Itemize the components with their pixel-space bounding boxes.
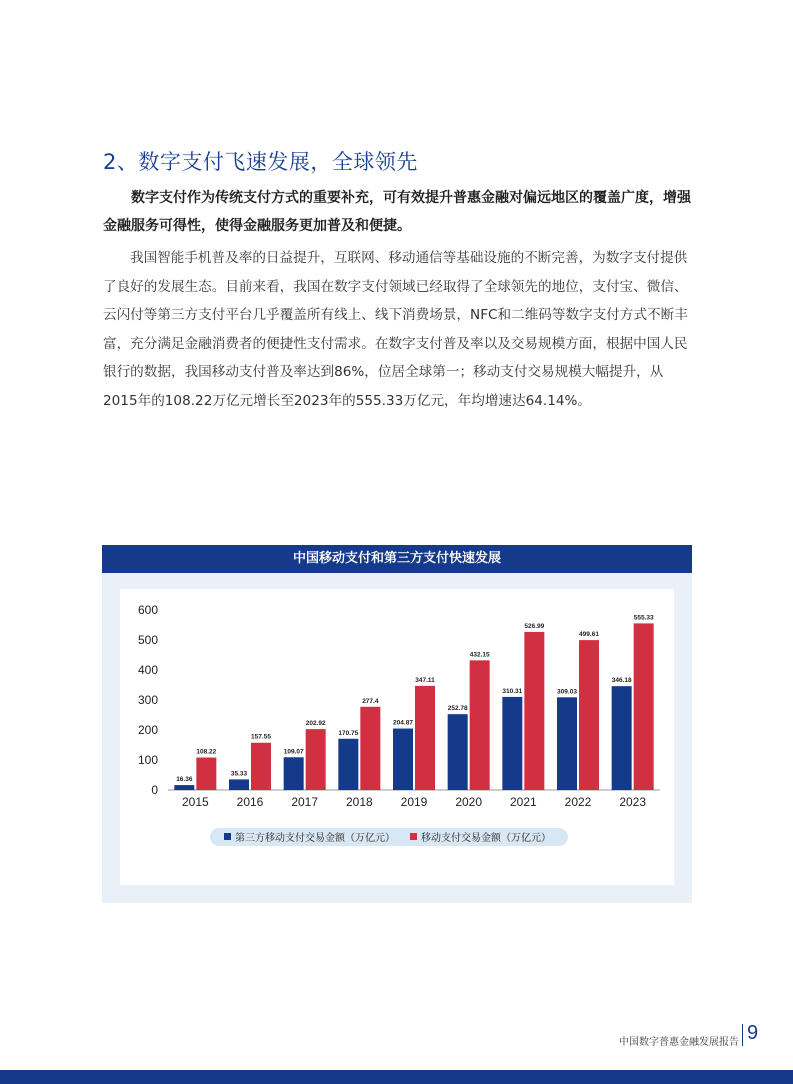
bar-series-1 bbox=[284, 757, 304, 790]
x-tick-label: 2021 bbox=[509, 795, 537, 809]
bar-series-1 bbox=[448, 714, 468, 790]
bottom-bar bbox=[0, 1070, 793, 1084]
body-paragraph: 我国智能手机普及率的日益提升，互联网、移动通信等基础设施的不断完善，为数字支付提供了良好的发展生态。目前来看，我国在数字支付领域已经取得了全球领先的地位，支付宝、微信、云闪付等第三方支付平台几乎覆盖所有线上、线下消费场景，NFC和二维码等数字支付方式不断丰富，充分满足金融消费者的便捷性支付需求。在数字支付普及率以及交易规模方面，根据中国人民银行的数据，我国移动支付普及率达到86%，位居全球第一；移动支付交易规模大幅提升，从2015年的108.22万亿元增长至2023年的555.33万亿元，年均增速达64.14%。 bbox=[103, 250, 688, 409]
footer-divider bbox=[742, 1024, 743, 1046]
data-label: 16.36 bbox=[176, 776, 193, 784]
data-label: 109.07 bbox=[283, 748, 304, 756]
data-label: 432.15 bbox=[469, 651, 490, 659]
bar-series-1 bbox=[174, 785, 194, 790]
bar-series-1 bbox=[229, 779, 249, 790]
data-label: 252.78 bbox=[447, 705, 468, 713]
chart-panel bbox=[102, 545, 692, 903]
bar-series-1 bbox=[338, 739, 358, 790]
bar-series-1 bbox=[612, 686, 632, 790]
legend-label: 第三方移动支付交易金额（万亿元） bbox=[235, 833, 395, 844]
legend-swatch bbox=[410, 833, 417, 840]
bar-series-2 bbox=[196, 758, 216, 790]
data-label: 277.4 bbox=[362, 697, 379, 705]
x-tick-label: 2017 bbox=[291, 795, 319, 809]
data-label: 157.55 bbox=[251, 733, 271, 741]
y-tick-label: 100 bbox=[137, 753, 158, 767]
x-tick-label: 2019 bbox=[400, 795, 428, 809]
x-tick-label: 2020 bbox=[455, 795, 483, 809]
y-tick-label: 600 bbox=[137, 603, 158, 617]
data-label: 202.92 bbox=[305, 720, 326, 728]
x-tick-label: 2016 bbox=[236, 795, 264, 809]
data-label: 347.11 bbox=[415, 676, 435, 684]
chart-area bbox=[120, 589, 674, 885]
bar-series-1 bbox=[557, 697, 577, 790]
bar-series-2 bbox=[306, 729, 326, 790]
bar-series-2 bbox=[634, 623, 654, 790]
bar-series-2 bbox=[579, 640, 599, 790]
x-tick-label: 2018 bbox=[345, 795, 373, 809]
data-label: 204.87 bbox=[393, 719, 413, 727]
x-tick-label: 2023 bbox=[619, 795, 647, 809]
legend-swatch bbox=[224, 833, 231, 840]
x-tick-label: 2022 bbox=[564, 795, 592, 809]
chart-header: 中国移动支付和第三方支付快速发展 bbox=[102, 545, 692, 573]
data-label: 499.61 bbox=[579, 631, 599, 639]
lead-paragraph: 数字支付作为传统支付方式的重要补充，可有效提升普惠金融对偏远地区的覆盖广度，增强金融服务可得性，使得金融服务更加普及和便捷。 bbox=[103, 190, 691, 234]
page-number: 9 bbox=[747, 1022, 759, 1044]
bar-series-2 bbox=[415, 686, 435, 790]
y-tick-label: 200 bbox=[137, 723, 158, 737]
y-tick-label: 400 bbox=[137, 663, 158, 677]
y-tick-label: 300 bbox=[137, 693, 158, 707]
data-label: 555.33 bbox=[633, 614, 654, 622]
data-label: 35.33 bbox=[230, 770, 248, 778]
data-label: 346.18 bbox=[611, 677, 632, 685]
bar-series-1 bbox=[502, 697, 522, 790]
bar-series-1 bbox=[393, 729, 413, 790]
data-label: 526.99 bbox=[524, 622, 545, 630]
data-label: 310.31 bbox=[502, 687, 523, 695]
x-tick-label: 2015 bbox=[181, 795, 209, 809]
data-label: 108.22 bbox=[196, 748, 217, 756]
report-title: 中国数字普惠金融发展报告 bbox=[619, 1037, 739, 1048]
bar-series-2 bbox=[360, 707, 380, 790]
legend-label: 移动支付交易金额（万亿元） bbox=[421, 833, 551, 844]
bar-series-2 bbox=[470, 660, 490, 790]
y-tick-label: 0 bbox=[151, 783, 158, 797]
bar-chart bbox=[120, 589, 674, 885]
section-title: 2、数字支付飞速发展，全球领先 bbox=[103, 150, 418, 174]
data-label: 309.03 bbox=[557, 688, 577, 696]
y-tick-label: 500 bbox=[137, 633, 158, 647]
data-label: 170.75 bbox=[338, 729, 359, 737]
bar-series-2 bbox=[251, 743, 271, 790]
bar-series-2 bbox=[524, 632, 544, 790]
